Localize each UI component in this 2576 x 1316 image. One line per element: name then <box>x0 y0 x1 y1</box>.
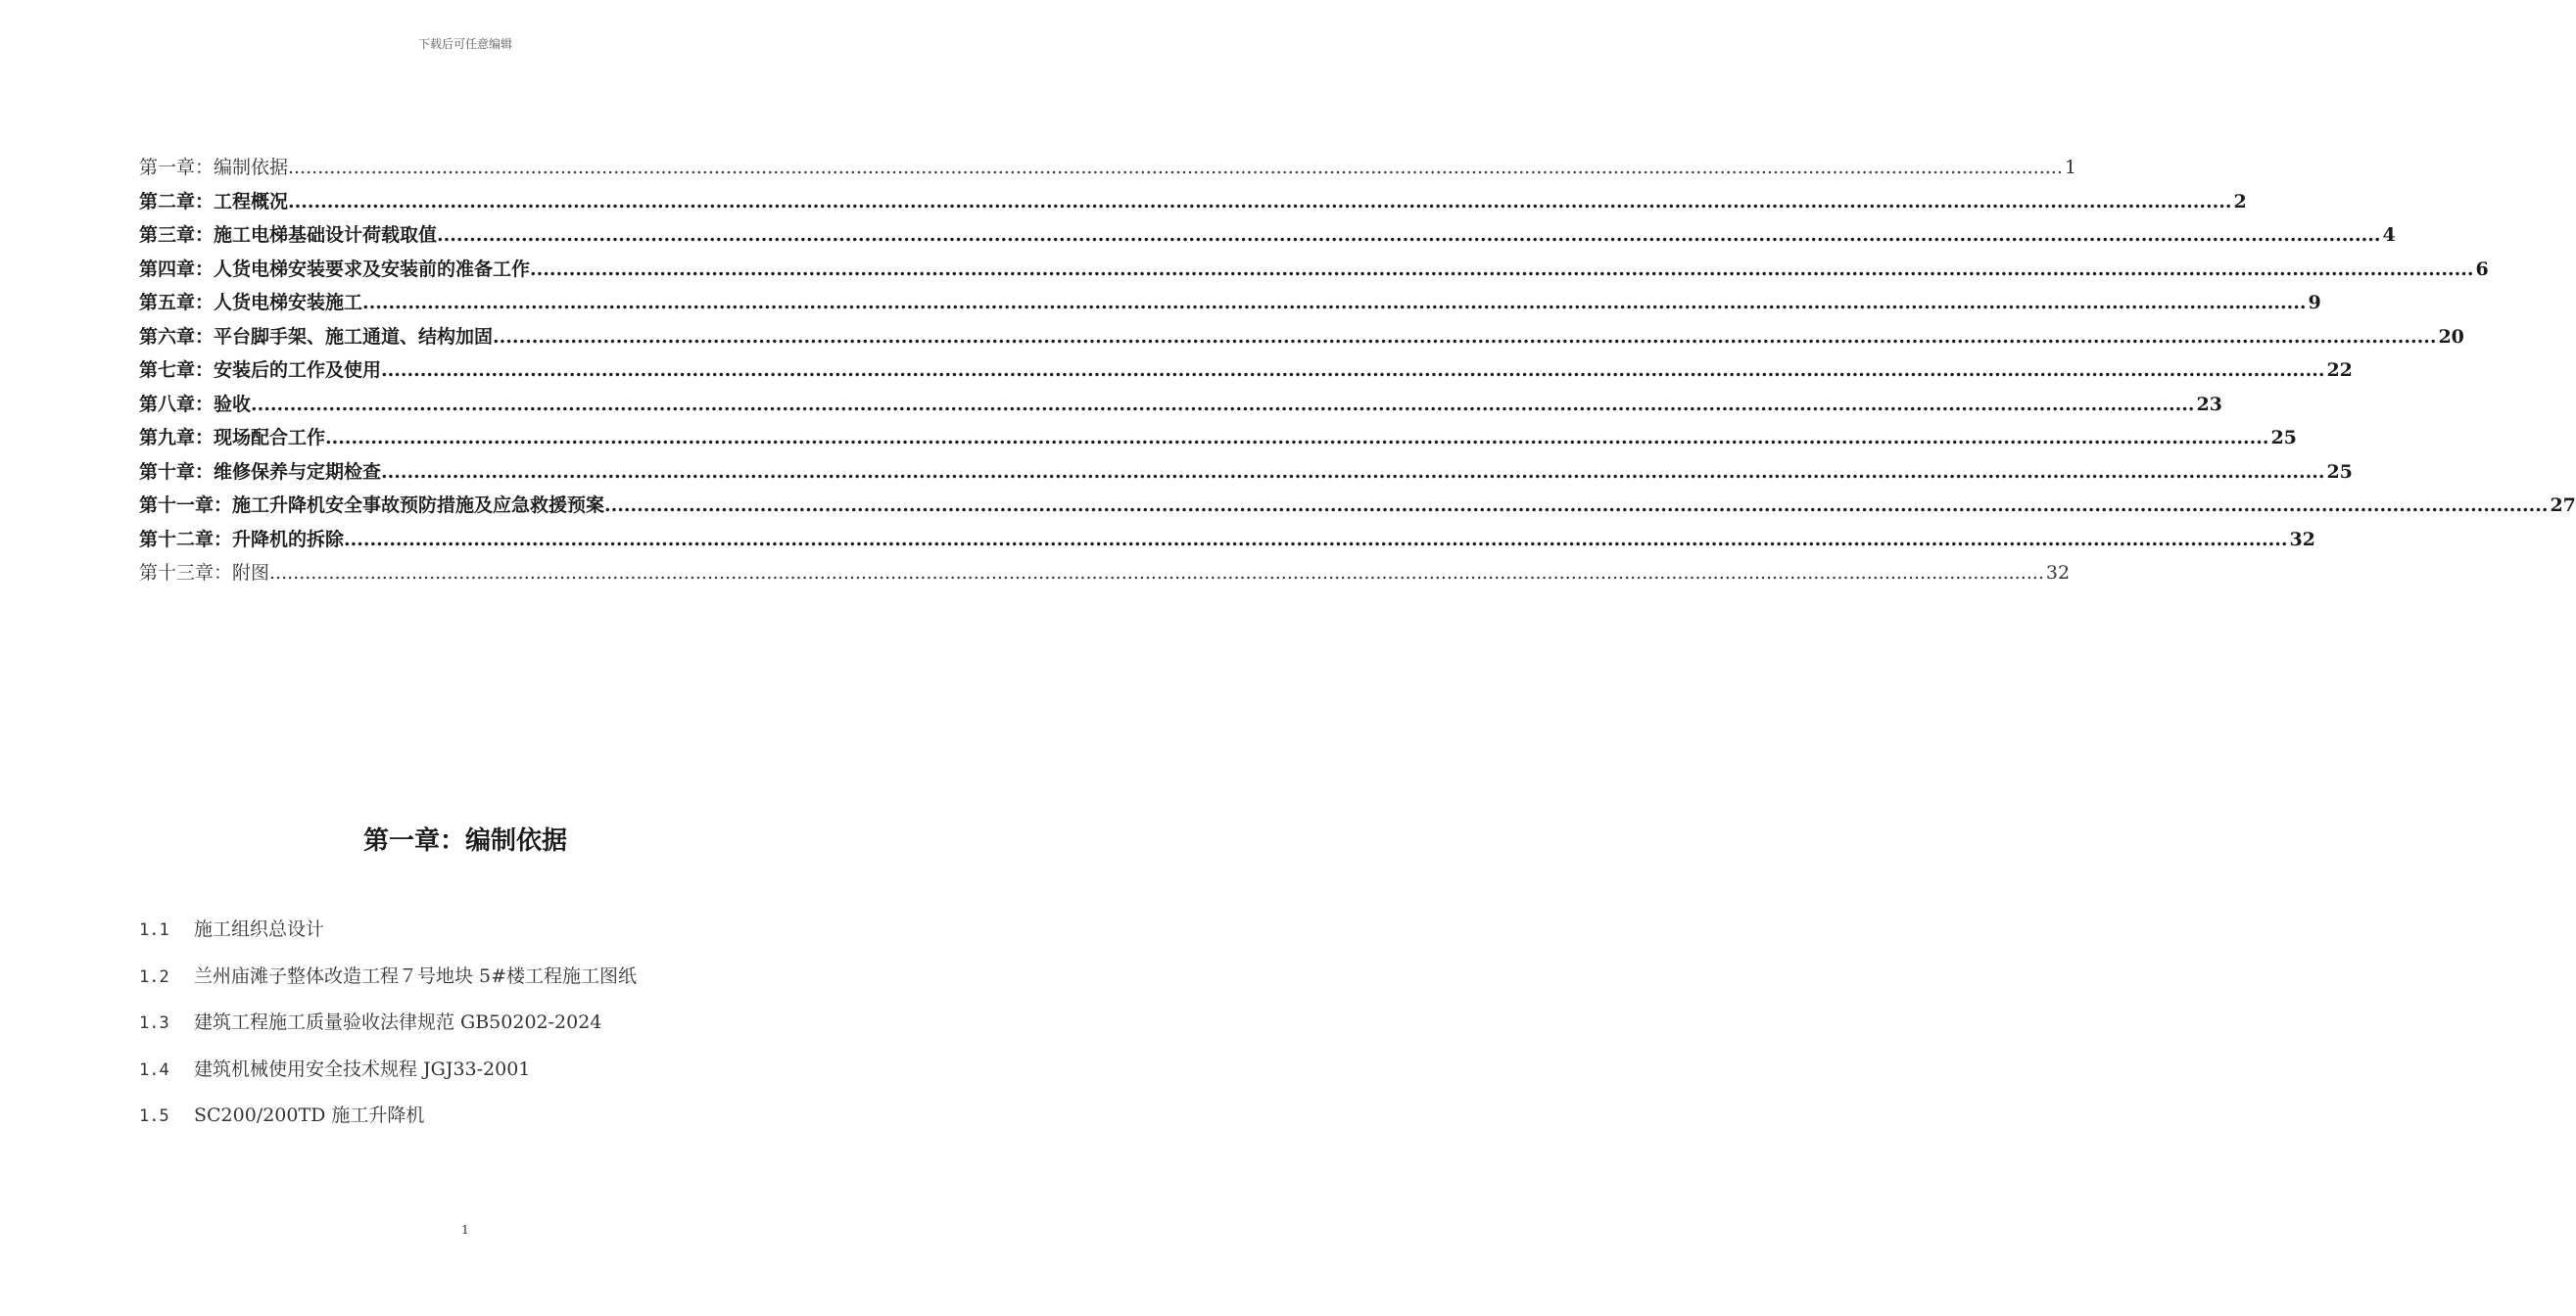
reference-item <box>139 962 825 1009</box>
toc-leader-dots: ............................................................................................................................................................................................................................................................................................................ <box>344 528 2288 550</box>
table-of-contents <box>139 153 2576 592</box>
reference-text: 建筑机械使用安全技术规程 JGJ33-2001 <box>194 1058 531 1080</box>
chapter-title: 第一章：编制依据 <box>362 826 567 856</box>
reference-item <box>139 1055 825 1102</box>
reference-number: 1.5 <box>139 1106 169 1126</box>
toc-leader-dots: ............................................................................................................................................................................................................................................................................................................ <box>381 359 2325 381</box>
toc-entry-title: 第十三章：附图 <box>139 562 270 584</box>
toc-leader-dots: ............................................................................................................................................................................................................................................................................................................ <box>325 427 2269 448</box>
toc-entry[interactable] <box>139 390 2222 424</box>
toc-entry[interactable] <box>139 355 2353 390</box>
reference-list <box>139 915 825 1148</box>
toc-entry-page: 4 <box>2382 224 2396 246</box>
toc-entry-title: 第三章：施工电梯基础设计荷载取值 <box>139 224 438 246</box>
toc-leader-dots: ............................................................................................................................................................................................................................................................................................................ <box>288 190 2232 212</box>
toc-entry[interactable] <box>139 491 2576 525</box>
toc-entry[interactable] <box>139 187 2247 221</box>
toc-entry[interactable] <box>139 153 2076 187</box>
reference-item <box>139 1101 825 1148</box>
toc-entry-page: 25 <box>2326 460 2353 483</box>
toc-entry-title: 第十一章：施工升降机安全事故预防措施及应急救援预案 <box>139 494 605 516</box>
page-number: 1 <box>461 1223 469 1237</box>
reference-number: 1.3 <box>139 1013 169 1033</box>
toc-entry-page: 1 <box>2064 157 2076 178</box>
toc-entry-title: 第八章：验收 <box>139 393 252 415</box>
toc-entry[interactable] <box>139 558 2071 592</box>
toc-leader-dots: ............................................................................................................................................................................................................................................................................................................ <box>530 258 2474 280</box>
toc-entry-page: 27 <box>2550 494 2576 516</box>
toc-entry[interactable] <box>139 322 2464 356</box>
toc-leader-dots: ............................................................................................................................................................................................................................................................................................................ <box>269 562 2044 584</box>
reference-text: SC200/200TD 施工升降机 <box>194 1104 425 1126</box>
toc-entry-page: 32 <box>2045 562 2071 584</box>
toc-entry[interactable] <box>139 255 2489 289</box>
toc-entry-page: 25 <box>2270 427 2297 448</box>
toc-leader-dots: ............................................................................................................................................................................................................................................................................................................ <box>437 224 2381 246</box>
toc-entry-title: 第十章：维修保养与定期检查 <box>139 460 382 483</box>
toc-entry[interactable] <box>139 288 2321 322</box>
toc-leader-dots: ............................................................................................................................................................................................................................................................................................................ <box>604 494 2549 516</box>
reference-text: 兰州庙滩子整体改造工程７号地块 5#楼工程施工图纸 <box>194 964 638 987</box>
toc-leader-dots: ............................................................................................................................................................................................................................................................................................................ <box>362 292 2307 313</box>
toc-entry[interactable] <box>139 525 2315 559</box>
toc-entry-page: 23 <box>2196 393 2222 415</box>
reference-number: 1.2 <box>139 966 169 987</box>
toc-entry-page: 32 <box>2289 528 2315 550</box>
reference-text: 建筑工程施工质量验收法律规范 GB50202-2024 <box>194 1011 602 1033</box>
toc-entry[interactable] <box>139 423 2297 457</box>
toc-entry-title: 第九章：现场配合工作 <box>139 427 326 448</box>
toc-entry[interactable] <box>139 457 2353 492</box>
toc-entry-page: 6 <box>2475 258 2489 280</box>
toc-entry-page: 9 <box>2308 292 2321 313</box>
toc-leader-dots: ............................................................................................................................................................................................................................................................................................................ <box>381 460 2325 483</box>
toc-entry-title: 第七章：安装后的工作及使用 <box>139 359 382 381</box>
toc-entry-page: 20 <box>2438 325 2464 348</box>
toc-entry-title: 第五章：人货电梯安装施工 <box>139 292 363 313</box>
toc-entry-title: 第二章：工程概况 <box>139 190 289 212</box>
toc-entry-page: 2 <box>2233 190 2247 212</box>
page-header: 下载后可任意编辑 <box>417 37 512 51</box>
toc-entry[interactable] <box>139 220 2396 255</box>
toc-entry-title: 第一章：编制依据 <box>139 157 289 178</box>
toc-entry-title: 第六章：平台脚手架、施工通道、结构加固 <box>139 325 494 348</box>
reference-item <box>139 1008 825 1055</box>
toc-entry-title: 第四章：人货电梯安装要求及安装前的准备工作 <box>139 258 531 280</box>
reference-number: 1.4 <box>139 1059 169 1080</box>
reference-number: 1.1 <box>139 920 169 940</box>
toc-leader-dots: ............................................................................................................................................................................................................................................................................................................ <box>288 157 2063 178</box>
toc-leader-dots: ............................................................................................................................................................................................................................................................................................................ <box>493 325 2437 348</box>
reference-item <box>139 915 825 962</box>
reference-text: 施工组织总设计 <box>194 918 325 940</box>
toc-entry-title: 第十二章：升降机的拆除 <box>139 528 345 550</box>
toc-leader-dots: ............................................................................................................................................................................................................................................................................................................ <box>251 393 2195 415</box>
toc-entry-page: 22 <box>2326 359 2353 381</box>
